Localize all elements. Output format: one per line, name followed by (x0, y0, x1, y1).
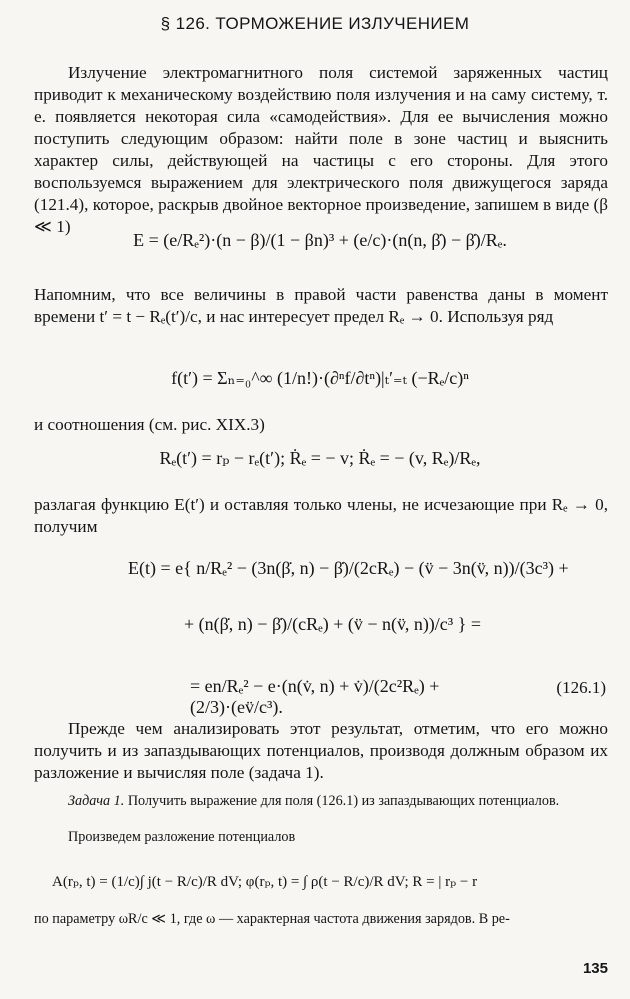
paragraph-parameter: по параметру ωR/c ≪ 1, где ω — характерная частота движения зарядов. В ре- (34, 911, 510, 927)
problem-text: Получить выражение для поля (126.1) из запаздывающих потенциалов. (127, 793, 560, 809)
equation-expansion-line1: E(t) = e{ n/Rₑ² − (3n(β̇, n) − β̇)/(2cRₑ) − (v̈ − 3n(v̈, n))/(3c³) + (128, 558, 569, 578)
page-number: 135 (582, 960, 608, 977)
paragraph-expansion: разлагая функцию E(t′) и оставляя только члены, не исчезающие при Rₑ → 0, получим (34, 495, 608, 536)
equation-series: f(t′) = Σₙ₌₀^∞ (1/n!)·(∂ⁿf/∂tⁿ)|ₜ′₌ₜ (−Rₑ/c)ⁿ (171, 368, 469, 388)
paragraph-potentials: Произведем разложение потенциалов (68, 829, 296, 845)
equation-expansion-line3: = en/Rₑ² − e·(n(v̇, n) + v̇)/(2c²Rₑ) + (2/3)·(ev̈/c³). (190, 676, 440, 717)
problem-statement (34, 792, 608, 810)
paragraph-relations: и соотношения (см. рис. XIX.3) (34, 415, 265, 434)
equation-potentials: A(rₚ, t) = (1/c)∫ j(t − R/c)/R dV; φ(rₚ, t) = ∫ ρ(t − R/c)/R dV; R = | rₚ − r (52, 874, 478, 890)
section-heading: § 126. ТОРМОЖЕНИЕ ИЗЛУЧЕНИЕМ (160, 14, 470, 33)
problem-label: Задача 1. (68, 793, 125, 809)
paragraph-retarded: Прежде чем анализировать этот результат, отметим, что его можно получить и из запаздывающих потенциалов, производя должным образом их разложение и вычисляя поле (задача 1). (34, 719, 608, 782)
equation-expansion-line2: + (n(β̇, n) − β̇)/(cRₑ) + (v̈ − n(v̈, n))/c³ } = (184, 614, 481, 634)
paragraph-intro: Излучение электромагнитного поля системой заряженных частиц приводит к механическому воздействию поля излучения и на саму систему, т. е. появляется некоторая сила «самодействия». Для ее вычисления можно поступить следующим образом: найти поле в зоне частиц и выяснить характер силы, действующей на частицы с его стороны. Для этого воспользуемся выражением для электрического поля движущегося заряда (121.4), которое, раскрыв двойное векторное произведение, запишем в виде (β ≪ 1) (34, 63, 608, 236)
equation-relations: Rₑ(t′) = rₚ − rₑ(t′); Ṙₑ = − v; Ṙₑ = − (v, Rₑ)/Rₑ, (159, 448, 481, 468)
paragraph-moment: Напомним, что все величины в правой части равенства даны в момент времени t′ = t − Rₑ(t′)/c, и нас интересует предел Rₑ → 0. Используя ряд (34, 285, 608, 326)
equation-field: E = (e/Rₑ²)·(n − β)/(1 − βn)³ + (e/c)·(n(n, β̇) − β̇)/Rₑ. (133, 230, 507, 250)
equation-number: (126.1) (556, 678, 606, 697)
